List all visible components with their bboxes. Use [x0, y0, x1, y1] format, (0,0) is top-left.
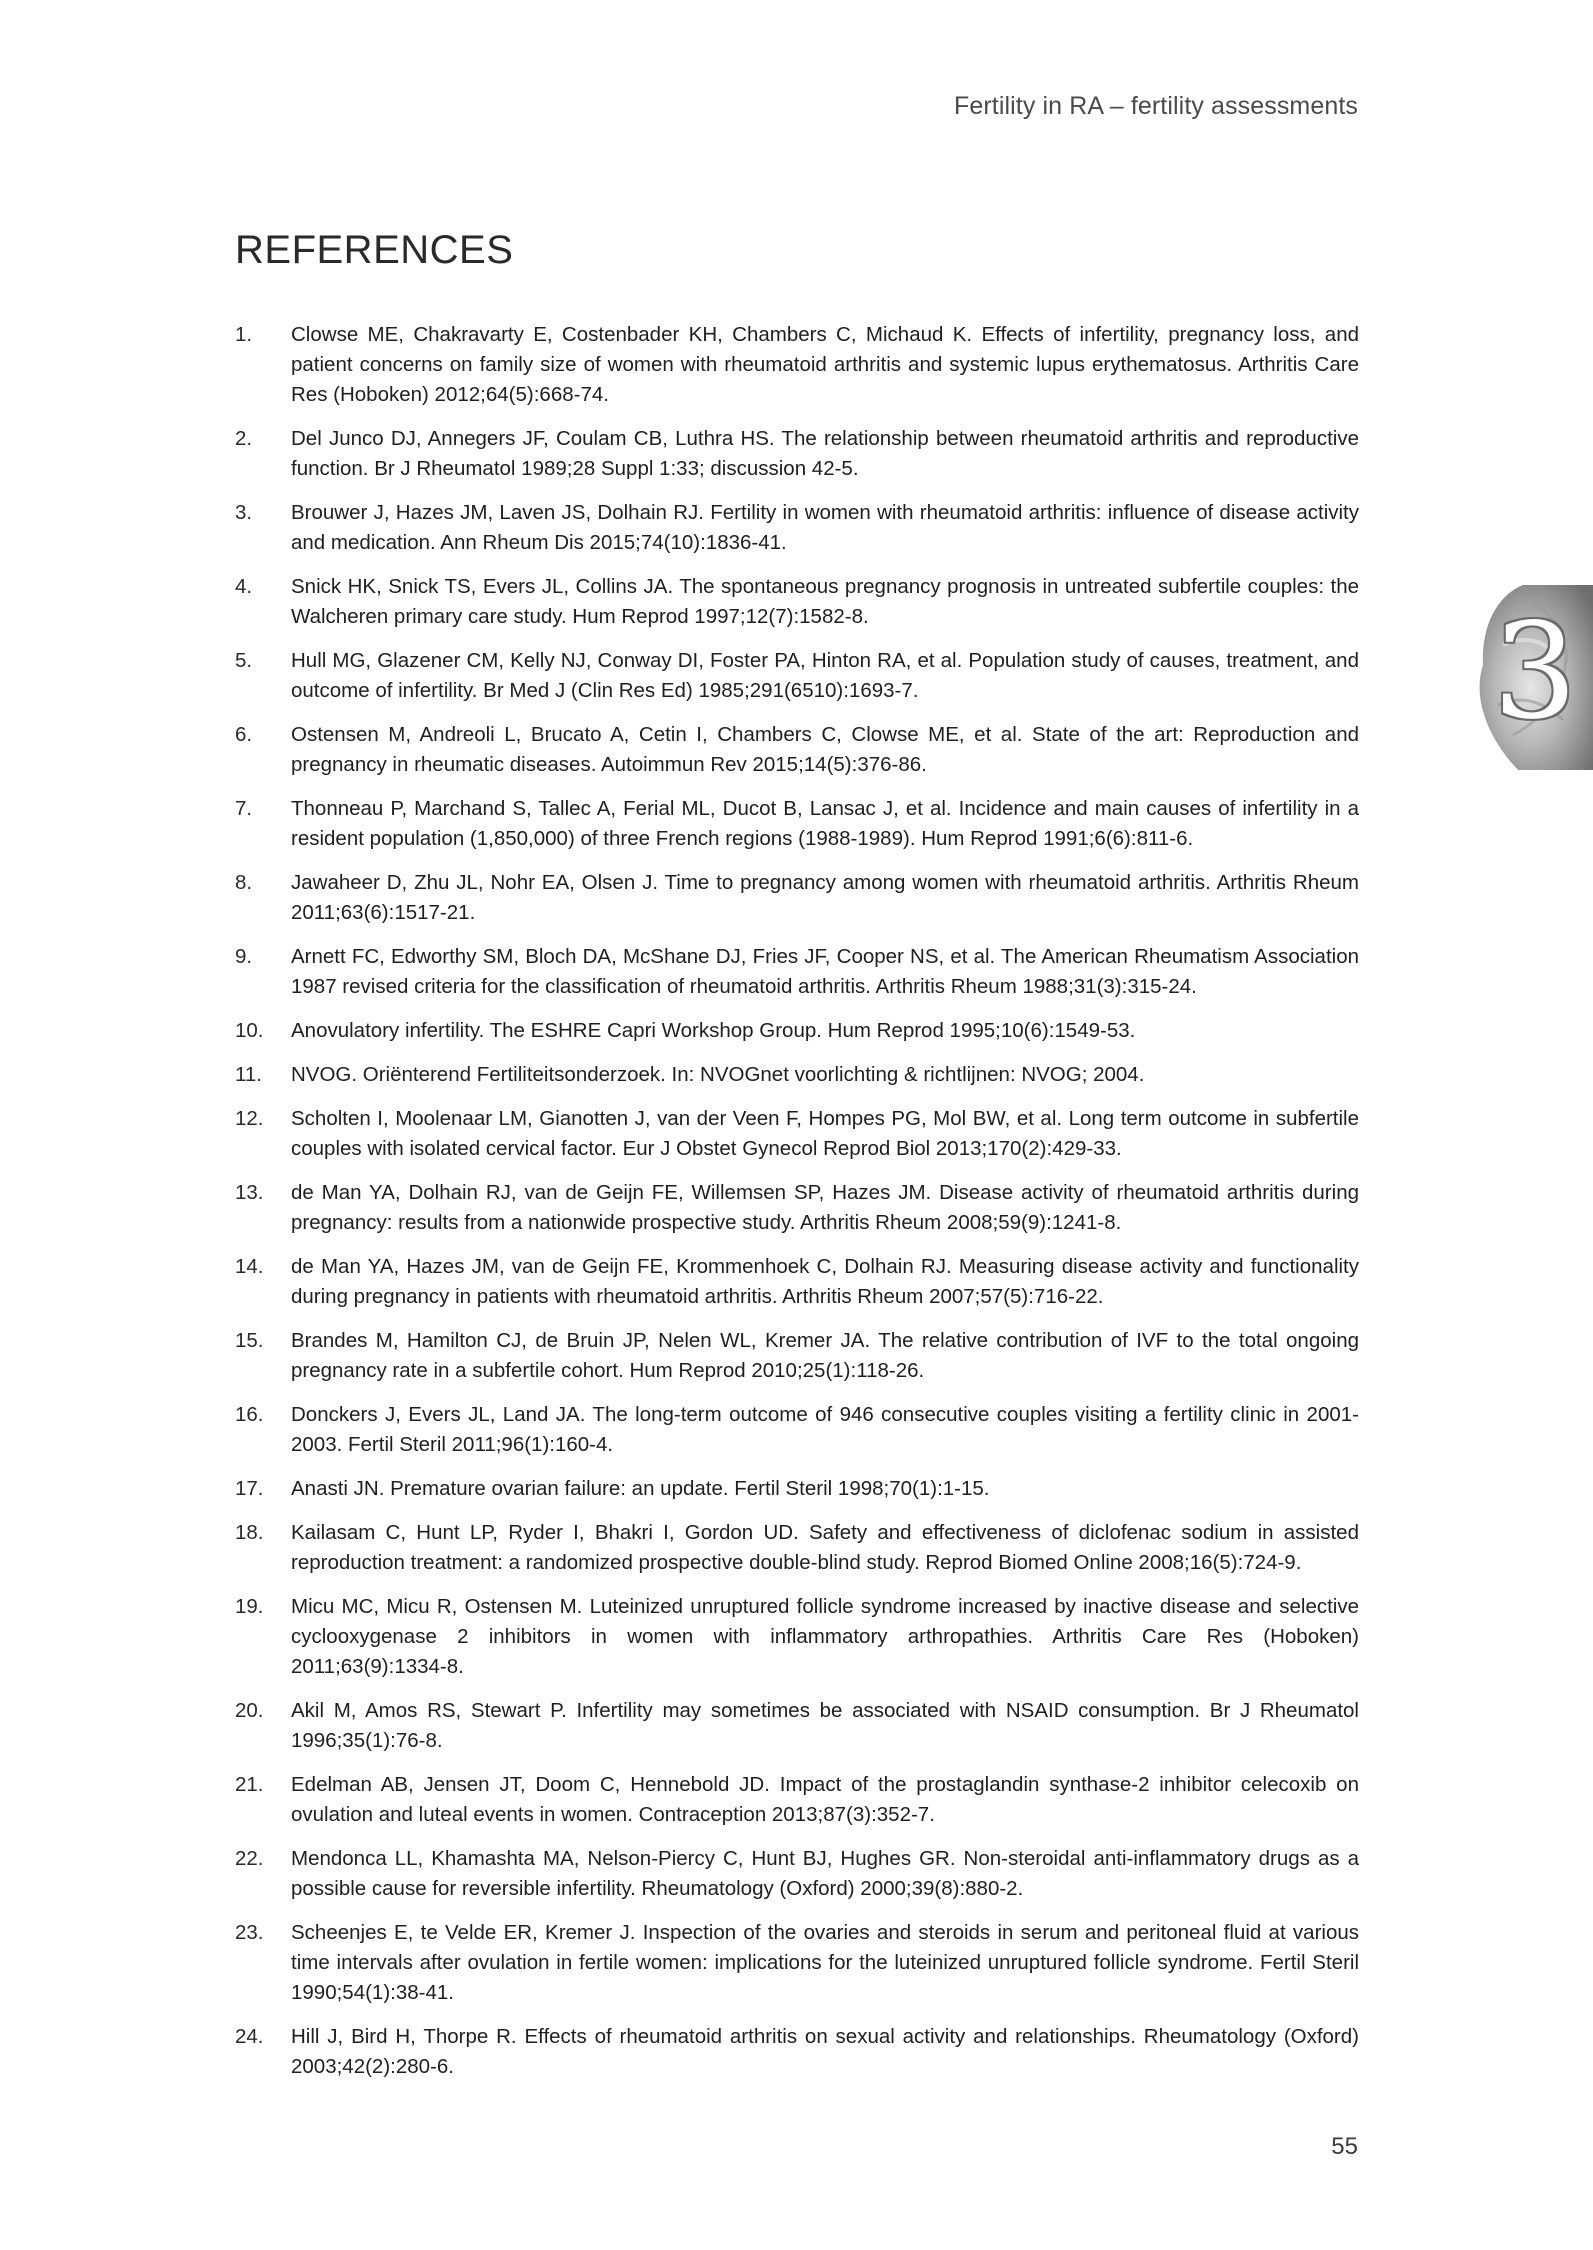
reference-number: 6. — [235, 723, 253, 746]
reference-number: 23. — [235, 1921, 264, 1944]
reference-number: 15. — [235, 1329, 264, 1352]
reference-text: Scholten I, Moolenaar LM, Gianotten J, van der Veen F, Hompes PG, Mol BW, et al. Long term outcome in subfertile couples with isolated cervical factor. Eur J Obstet Gynecol Reprod Biol 2013;170(2):429-33. — [291, 1107, 1359, 1160]
reference-text: Snick HK, Snick TS, Evers JL, Collins JA. The spontaneous pregnancy prognosis in untreated subfertile couples: the Walcheren primary care study. Hum Reprod 1997;12(7):1582-8. — [291, 575, 1359, 628]
reference-number: 24. — [235, 2025, 264, 2048]
reference-item — [235, 1518, 1359, 1578]
reference-number: 8. — [235, 871, 253, 894]
reference-text: Micu MC, Micu R, Ostensen M. Luteinized unruptured follicle syndrome increased by inactive disease and selective cyclooxygenase 2 inhibitors in women with inflammatory arthropathies. Arthritis Care Res (Hoboken) 2011;63(9):1334-8. — [291, 1595, 1359, 1678]
reference-text: Ostensen M, Andreoli L, Brucato A, Cetin I, Chambers C, Clowse ME, et al. State of the art: Reproduction and pregnancy in rheumatic diseases. Autoimmun Rev 2015;14(5):376-86. — [291, 723, 1359, 776]
reference-number: 2. — [235, 427, 253, 450]
reference-text: Anasti JN. Premature ovarian failure: an update. Fertil Steril 1998;70(1):1-15. — [291, 1477, 990, 1500]
reference-item — [235, 1592, 1359, 1682]
reference-item — [235, 1178, 1359, 1238]
running-header: Fertility in RA – fertility assessments — [953, 92, 1358, 120]
reference-number: 5. — [235, 649, 253, 672]
reference-item — [235, 868, 1359, 928]
reference-text: Hill J, Bird H, Thorpe R. Effects of rheumatoid arthritis on sexual activity and relationships. Rheumatology (Oxford) 2003;42(2):280-6. — [291, 2025, 1359, 2078]
reference-item — [235, 572, 1359, 632]
reference-number: 20. — [235, 1699, 264, 1722]
reference-text: Akil M, Amos RS, Stewart P. Infertility may sometimes be associated with NSAID consumption. Br J Rheumatol 1996;35(1):76-8. — [291, 1699, 1359, 1752]
reference-text: Thonneau P, Marchand S, Tallec A, Ferial ML, Ducot B, Lansac J, et al. Incidence and main causes of infertility in a resident population (1,850,000) of three French regions (1988-1989). Hum Reprod 1991;6(6):811-6. — [291, 797, 1359, 850]
reference-text: Jawaheer D, Zhu JL, Nohr EA, Olsen J. Time to pregnancy among women with rheumatoid arthritis. Arthritis Rheum 2011;63(6):1517-21. — [291, 871, 1359, 924]
section-title: REFERENCES — [235, 228, 514, 272]
reference-text: Scheenjes E, te Velde ER, Kremer J. Inspection of the ovaries and steroids in serum and peritoneal fluid at various time intervals after ovulation in fertile women: implications for the luteinized unruptured follicle syndrome. Fertil Steril 1990;54(1):38-41. — [291, 1921, 1359, 2004]
reference-text: Hull MG, Glazener CM, Kelly NJ, Conway DI, Foster PA, Hinton RA, et al. Population study of causes, treatment, and outcome of infertility. Br Med J (Clin Res Ed) 1985;291(6510):1693-7. — [291, 649, 1359, 702]
reference-item — [235, 1400, 1359, 1460]
reference-number: 11. — [235, 1063, 262, 1086]
reference-text: Anovulatory infertility. The ESHRE Capri Workshop Group. Hum Reprod 1995;10(6):1549-53. — [291, 1019, 1136, 1042]
reference-item — [235, 1252, 1359, 1312]
reference-number: 9. — [235, 945, 253, 968]
reference-item — [235, 1844, 1359, 1904]
reference-text: Brouwer J, Hazes JM, Laven JS, Dolhain RJ. Fertility in women with rheumatoid arthritis: influence of disease activity and medication. Ann Rheum Dis 2015;74(10):1836-41. — [291, 501, 1359, 554]
reference-text: Edelman AB, Jensen JT, Doom C, Hennebold JD. Impact of the prostaglandin synthase-2 inhibitor celecoxib on ovulation and luteal events in women. Contraception 2013;87(3):352-7. — [291, 1773, 1359, 1826]
reference-text: Del Junco DJ, Annegers JF, Coulam CB, Luthra HS. The relationship between rheumatoid arthritis and reproductive function. Br J Rheumatol 1989;28 Suppl 1:33; discussion 42-5. — [291, 427, 1359, 480]
reference-item — [235, 1696, 1359, 1756]
reference-text: Clowse ME, Chakravarty E, Costenbader KH, Chambers C, Michaud K. Effects of infertility, pregnancy loss, and patient concerns on family size of women with rheumatoid arthritis and systemic lupus erythematosus. Arthritis Care Res (Hoboken) 2012;64(5):668-74. — [291, 323, 1359, 406]
reference-item — [235, 1016, 1359, 1046]
reference-item — [235, 1770, 1359, 1830]
reference-item — [235, 720, 1359, 780]
reference-number: 10. — [235, 1019, 264, 1042]
reference-number: 13. — [235, 1181, 264, 1204]
reference-number: 19. — [235, 1595, 264, 1618]
reference-text: de Man YA, Dolhain RJ, van de Geijn FE, Willemsen SP, Hazes JM. Disease activity of rheumatoid arthritis during pregnancy: results from a nationwide prospective study. Arthritis Rheum 2008;59(9):1241-8. — [291, 1181, 1359, 1234]
page-number: 55 — [1331, 2133, 1358, 2160]
reference-item — [235, 1060, 1359, 1090]
reference-number: 3. — [235, 501, 253, 524]
reference-item — [235, 646, 1359, 706]
reference-number: 14. — [235, 1255, 264, 1278]
reference-number: 18. — [235, 1521, 264, 1544]
reference-text: Kailasam C, Hunt LP, Ryder I, Bhakri I, Gordon UD. Safety and effectiveness of diclofenac sodium in assisted reproduction treatment: a randomized prospective double-blind study. Reprod Biomed Online 2008;16(5):724-9. — [291, 1521, 1359, 1574]
reference-item — [235, 1918, 1359, 2008]
reference-text: Donckers J, Evers JL, Land JA. The long-term outcome of 946 consecutive couples visiting a fertility clinic in 2001-2003. Fertil Steril 2011;96(1):160-4. — [291, 1403, 1359, 1456]
reference-number: 21. — [235, 1773, 264, 1796]
reference-number: 12. — [235, 1107, 264, 1130]
reference-list — [235, 320, 1359, 2096]
reference-item — [235, 424, 1359, 484]
reference-number: 17. — [235, 1477, 264, 1500]
reference-text: Mendonca LL, Khamashta MA, Nelson-Piercy C, Hunt BJ, Hughes GR. Non-steroidal anti-inflammatory drugs as a possible cause for reversible infertility. Rheumatology (Oxford) 2000;39(8):880-2. — [291, 1847, 1359, 1900]
reference-number: 16. — [235, 1403, 264, 1426]
reference-number: 4. — [235, 575, 253, 598]
chapter-tab — [1463, 585, 1593, 770]
reference-item — [235, 2022, 1359, 2082]
reference-item — [235, 794, 1359, 854]
reference-number: 1. — [235, 323, 253, 346]
reference-text: de Man YA, Hazes JM, van de Geijn FE, Krommenhoek C, Dolhain RJ. Measuring disease activity and functionality during pregnancy in patients with rheumatoid arthritis. Arthritis Rheum 2007;57(5):716-22. — [291, 1255, 1359, 1308]
reference-item — [235, 1104, 1359, 1164]
reference-text: Arnett FC, Edworthy SM, Bloch DA, McShane DJ, Fries JF, Cooper NS, et al. The American Rheumatism Association 1987 revised criteria for the classification of rheumatoid arthritis. Arthritis Rheum 1988;31(3):315-24. — [291, 945, 1359, 998]
reference-text: NVOG. Oriënterend Fertiliteitsonderzoek. In: NVOGnet voorlichting & richtlijnen: NVOG; 2004. — [291, 1063, 1145, 1086]
chapter-number: 3 — [1493, 595, 1577, 749]
reference-number: 22. — [235, 1847, 264, 1870]
reference-item — [235, 1474, 1359, 1504]
reference-item — [235, 320, 1359, 410]
reference-text: Brandes M, Hamilton CJ, de Bruin JP, Nelen WL, Kremer JA. The relative contribution of IVF to the total ongoing pregnancy rate in a subfertile cohort. Hum Reprod 2010;25(1):118-26. — [291, 1329, 1359, 1382]
reference-item — [235, 942, 1359, 1002]
reference-number: 7. — [235, 797, 253, 820]
reference-item — [235, 498, 1359, 558]
reference-item — [235, 1326, 1359, 1386]
